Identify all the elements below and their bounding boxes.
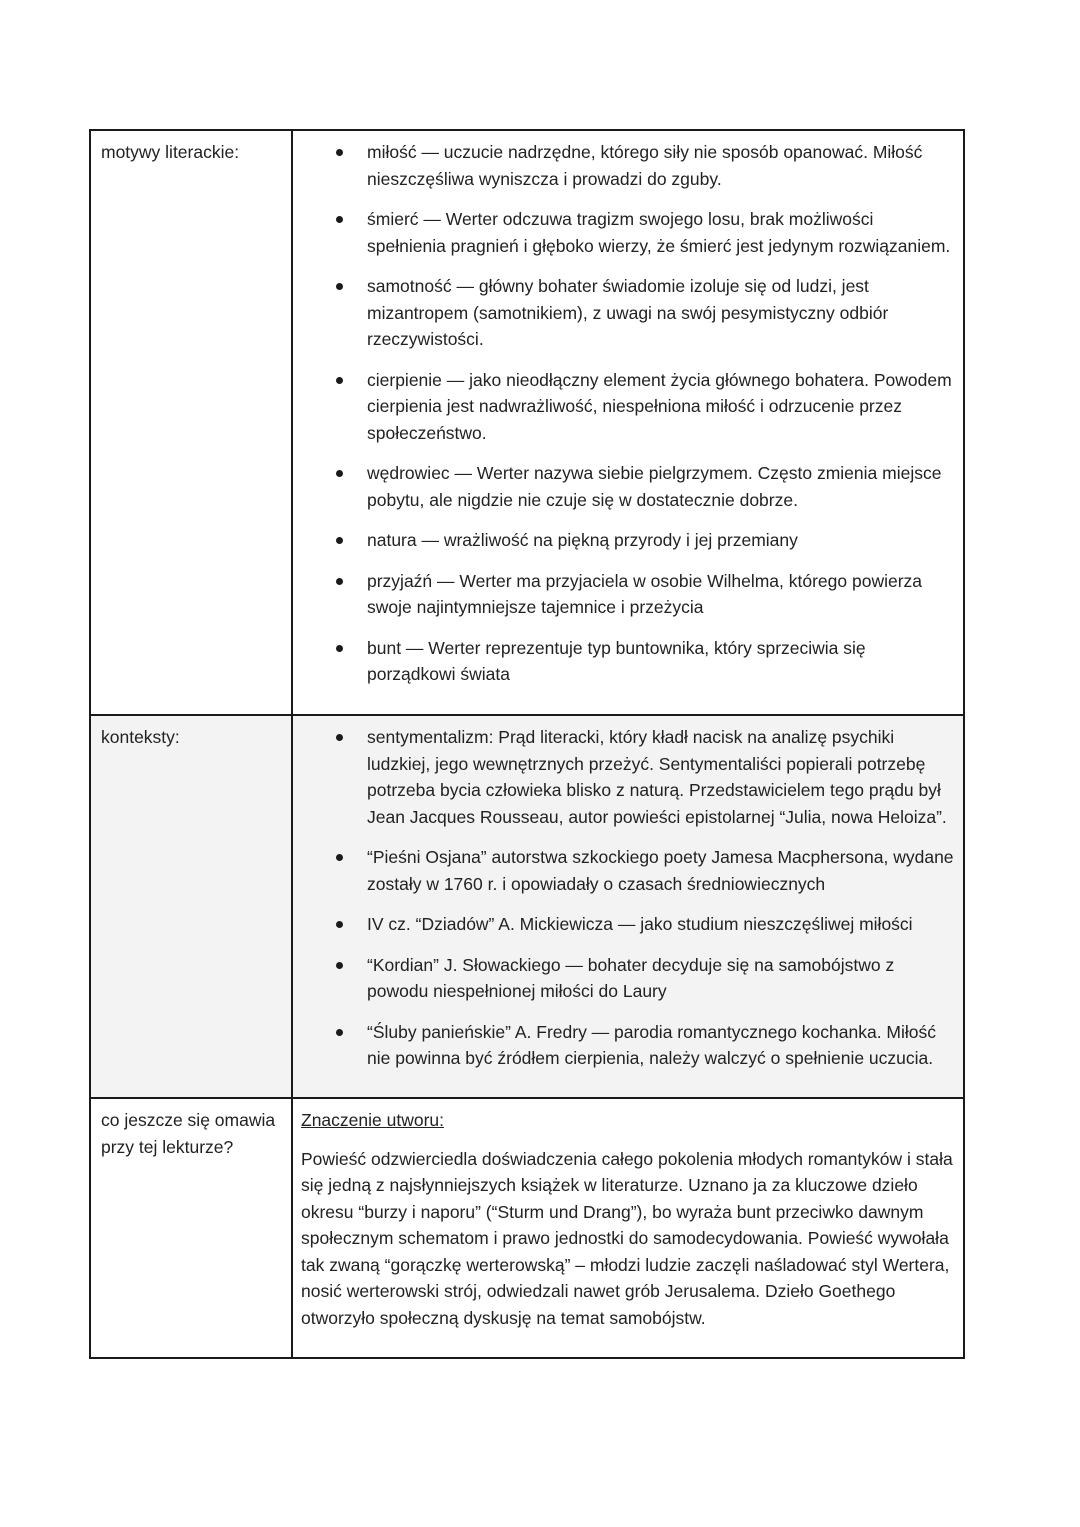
table-row-contexts <box>90 715 964 1098</box>
table-row-significance <box>90 1098 964 1358</box>
motifs-list <box>301 139 955 688</box>
list-item: sentymentalizm: Prąd literacki, który kładł nacisk na analizę psychiki ludzkiej, jego wewnętrznych przeżyć. Sentymentaliści popierali potrzebę potrzeba bycia człowieka blisko z naturą. Przedstawicielem tego prądu był Jean Jacques Rousseau, autor powieści epistolarnej “Julia, nowa Heloiza”. <box>367 724 955 830</box>
lecture-notes-table <box>89 129 965 1359</box>
contexts-cell <box>292 715 964 1098</box>
list-item: “Kordian” J. Słowackiego — bohater decyduje się na samobójstwo z powodu niespełnionej miłości do Laury <box>367 952 955 1005</box>
list-item: “Pieśni Osjana” autorstwa szkockiego poety Jamesa Macphersona, wydane zostały w 1760 r. i opowiadały o czasach średniowiecznych <box>367 844 955 897</box>
list-item: śmierć — Werter odczuwa tragizm swojego losu, brak możliwości spełnienia pragnień i głęboko wierzy, że śmierć jest jedynym rozwiązaniem. <box>367 206 955 259</box>
table-row-motifs <box>90 130 964 715</box>
row-label-motifs: motywy literackie: <box>90 130 292 715</box>
list-item: cierpienie — jako nieodłączny element życia głównego bohatera. Powodem cierpienia jest nadwrażliwość, niespełniona miłość i odrzucenie przez społeczeństwo. <box>367 367 955 447</box>
list-item: natura — wrażliwość na piękną przyrody i jej przemiany <box>367 527 955 554</box>
contexts-list <box>301 724 955 1072</box>
significance-cell <box>292 1098 964 1358</box>
list-item: miłość — uczucie nadrzędne, którego siły nie sposób opanować. Miłość nieszczęśliwa wyniszcza i prowadzi do zguby. <box>367 139 955 192</box>
row-label-contexts: konteksty: <box>90 715 292 1098</box>
list-item: bunt — Werter reprezentuje typ buntownika, który sprzeciwia się porządkowi świata <box>367 635 955 688</box>
row-label-other: co jeszcze się omawia przy tej lekturze? <box>90 1098 292 1358</box>
significance-paragraph: Powieść odzwierciedla doświadczenia całego pokolenia młodych romantyków i stała się jedną z najsłynniejszych książek w literaturze. Uznano ja za kluczowe dzieło okresu “burzy i naporu” (“Sturm und Drang”), bo wyraża bunt przeciwko dawnym społecznym schematom i prawo jednostki do samodecydowania. Powieść wywołała tak zwaną “gorączkę werterowską” – młodzi ludzie zaczęli naśladować styl Wertera, nosić werterowski strój, odwiedzali nawet grób Jerusalema. Dzieło Goethego otworzyło społeczną dyskusję na temat samobójstw. <box>301 1148 953 1328</box>
list-item: wędrowiec — Werter nazywa siebie pielgrzymem. Często zmienia miejsce pobytu, ale nigdzie nie czuje się w dostatecznie dobrze. <box>367 460 955 513</box>
list-item: “Śluby panieńskie” A. Fredry — parodia romantycznego kochanka. Miłość nie powinna być źródłem cierpienia, należy walczyć o spełnienie uczucia. <box>367 1019 955 1072</box>
motifs-cell <box>292 130 964 715</box>
list-item: przyjaźń — Werter ma przyjaciela w osobie Wilhelma, którego powierza swoje najintymniejsze tajemnice i przeżycia <box>367 568 955 621</box>
section-heading: Znaczenie utworu: <box>301 1110 444 1130</box>
list-item: IV cz. “Dziadów” A. Mickiewicza — jako studium nieszczęśliwej miłości <box>367 911 955 938</box>
list-item: samotność — główny bohater świadomie izoluje się od ludzi, jest mizantropem (samotnikiem), z uwagi na swój pesymistyczny odbiór rzeczywistości. <box>367 273 955 353</box>
